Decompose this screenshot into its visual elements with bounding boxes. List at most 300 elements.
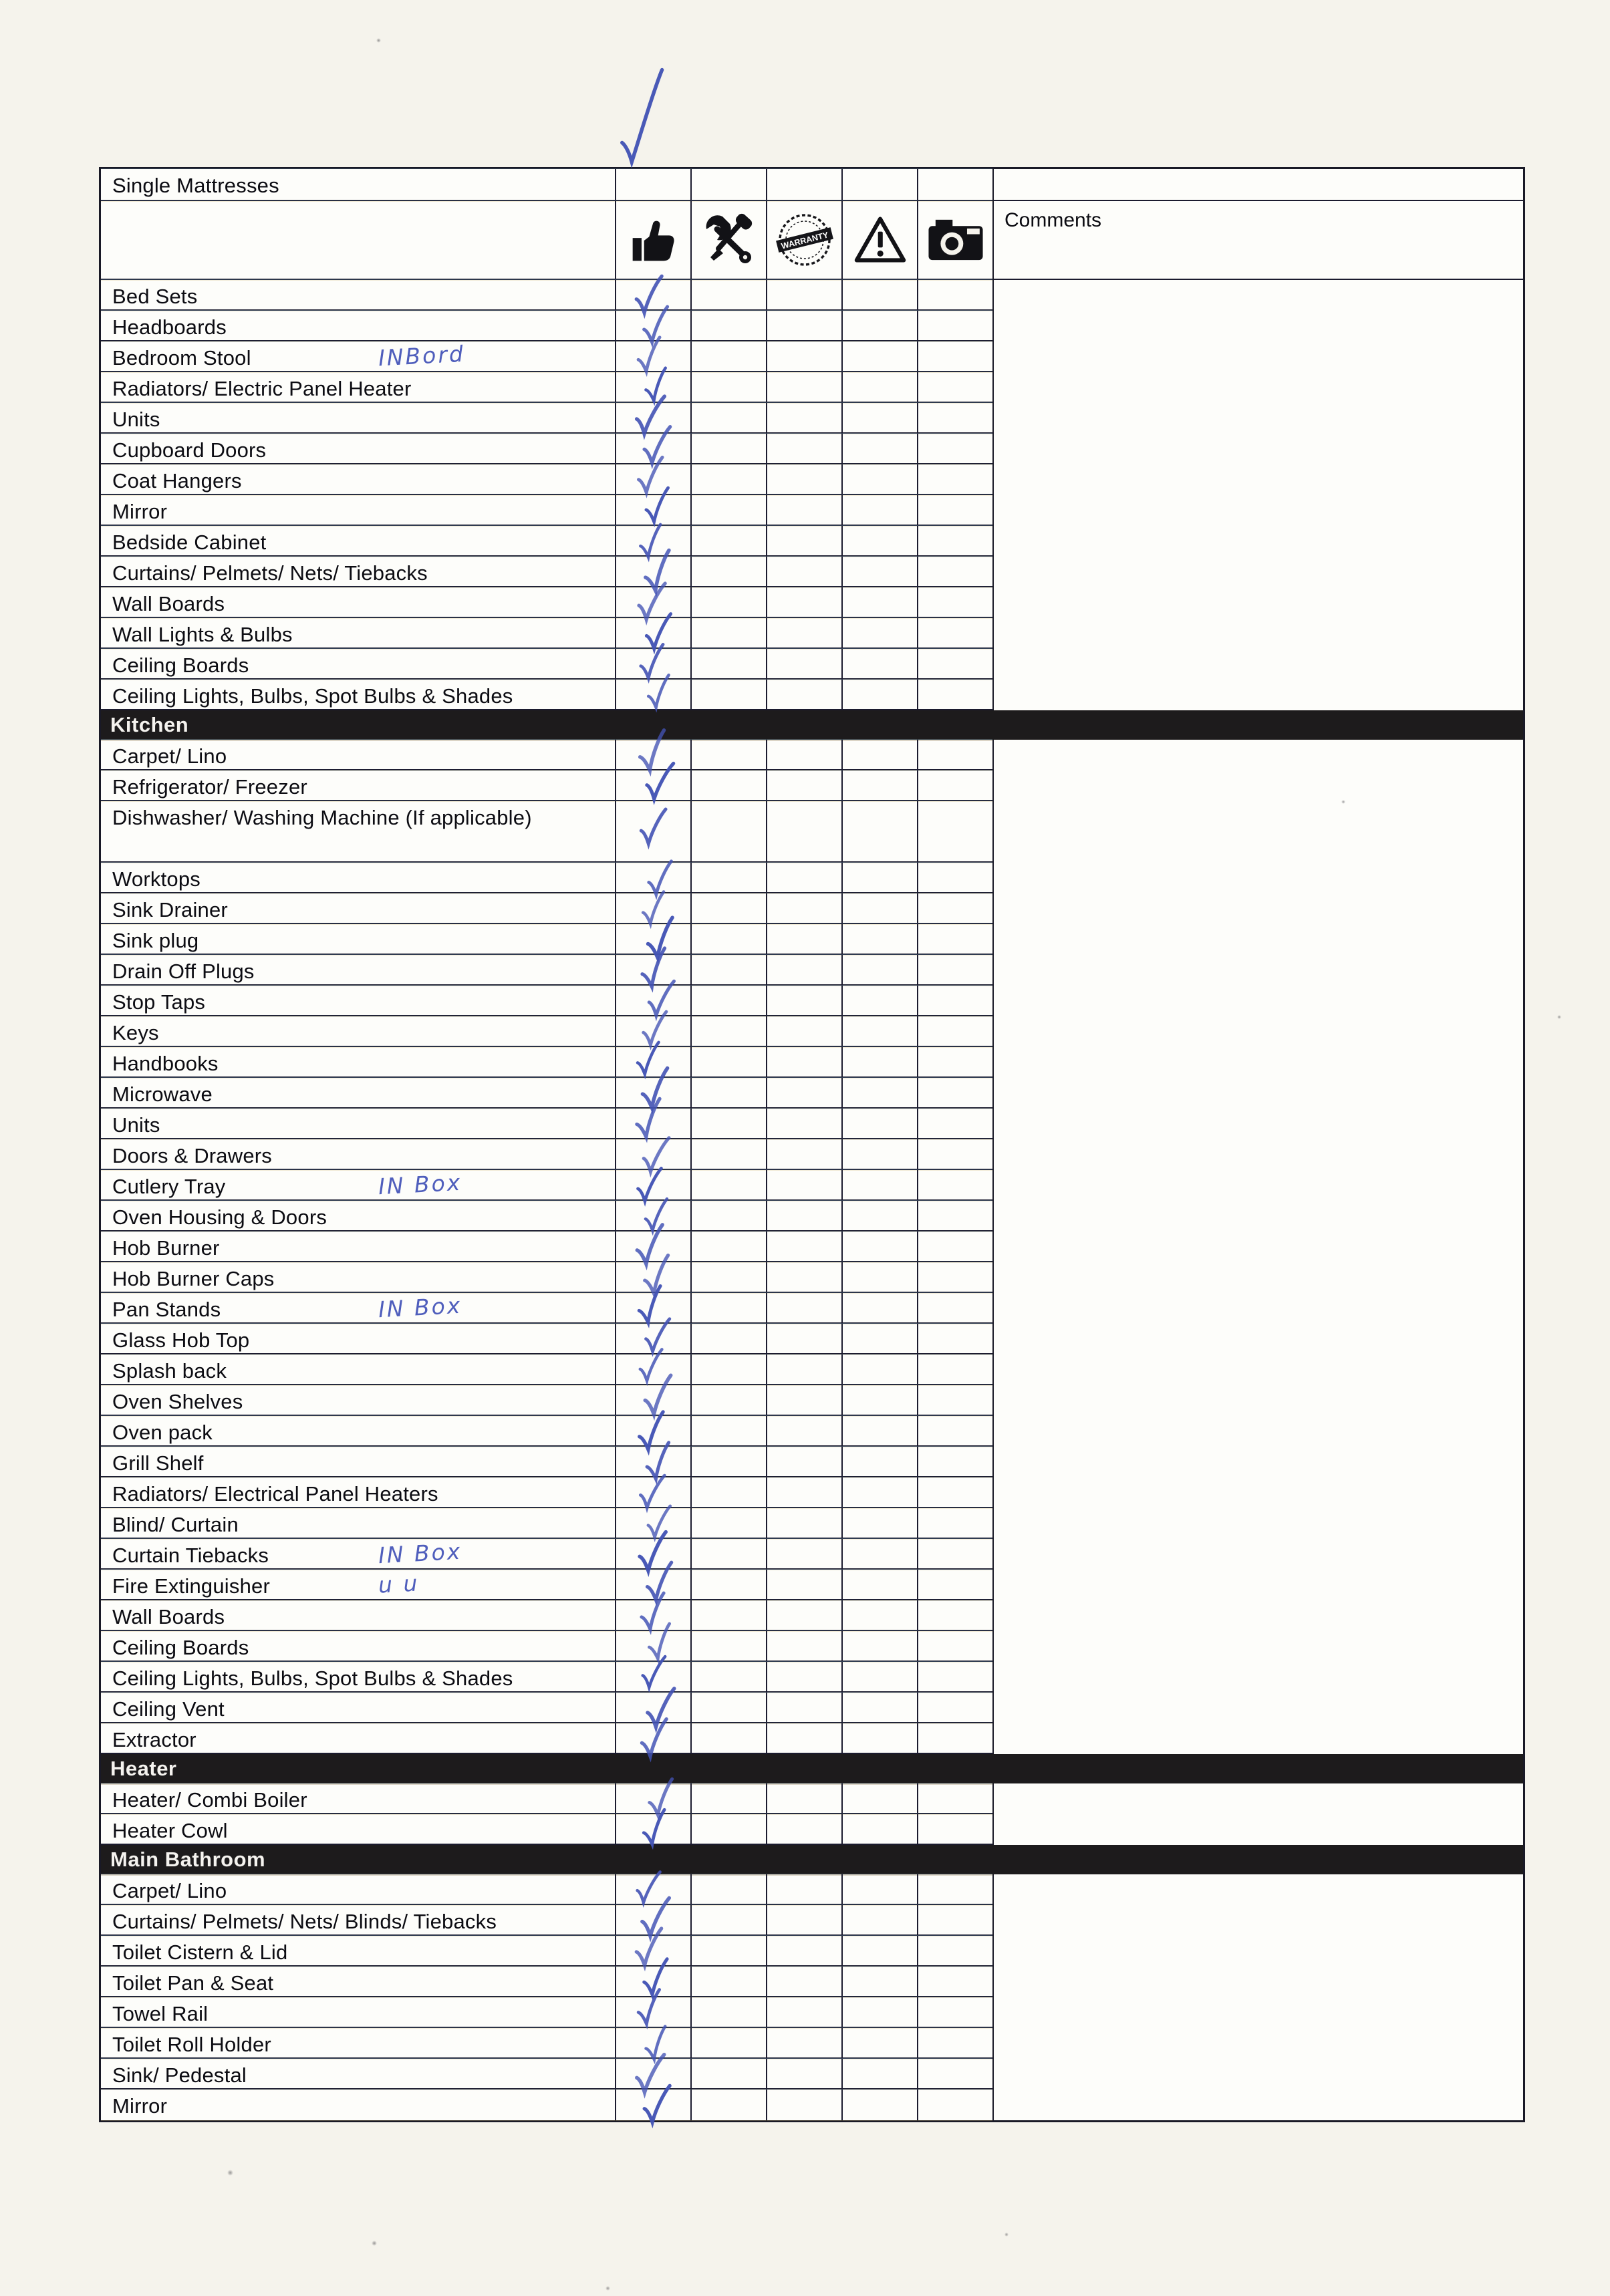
mark-cell-tools-icon bbox=[690, 1539, 766, 1568]
checklist-row bbox=[101, 680, 992, 710]
mark-cell-warning-triangle-icon bbox=[841, 1201, 917, 1230]
item-label: Headboards bbox=[112, 315, 227, 339]
mark-cell-warning-triangle-icon bbox=[841, 372, 917, 402]
mark-cell-thumbs-up-icon bbox=[615, 1447, 690, 1476]
mark-cell-camera-icon bbox=[917, 1905, 992, 1934]
mark-cell-warranty-stamp-icon bbox=[766, 1570, 841, 1599]
item-label: Mirror bbox=[112, 500, 168, 523]
mark-cell-warranty-stamp-icon bbox=[766, 1600, 841, 1630]
section-body bbox=[101, 1783, 1523, 1845]
checklist-row bbox=[101, 955, 992, 986]
mark-cell-camera-icon bbox=[917, 1170, 992, 1199]
mark-cell-thumbs-up-icon bbox=[615, 1170, 690, 1199]
checklist-row bbox=[101, 311, 992, 341]
check-ink-svg bbox=[644, 673, 672, 711]
item-label-cell bbox=[101, 372, 615, 402]
warranty-stamp-icon bbox=[776, 211, 833, 269]
mark-cell-warranty-stamp-icon bbox=[766, 1967, 841, 1996]
mark-cell-warranty-stamp-icon bbox=[766, 1539, 841, 1568]
mark-cell-warning-triangle-icon bbox=[841, 1662, 917, 1691]
mark-cell-tools-icon bbox=[690, 1814, 766, 1844]
item-label-cell bbox=[101, 1016, 615, 1046]
mark-cell-tools-icon bbox=[690, 1262, 766, 1292]
warning-triangle-icon-cell bbox=[841, 201, 917, 279]
section-bar-label: Heater bbox=[110, 1757, 177, 1780]
item-label: Doors & Drawers bbox=[112, 1144, 272, 1167]
checklist-row bbox=[101, 801, 992, 863]
checklist-sheet bbox=[99, 167, 1525, 2122]
mark-cell-camera-icon bbox=[917, 280, 992, 309]
checklist-row bbox=[101, 169, 992, 201]
mark-cell-warranty-stamp-icon bbox=[766, 2090, 841, 2120]
mark-cell-warning-triangle-icon bbox=[841, 2059, 917, 2088]
comments-column bbox=[992, 1783, 1523, 1845]
mark-cell-warranty-stamp-icon bbox=[766, 955, 841, 984]
mark-cell-camera-icon bbox=[917, 1139, 992, 1169]
mark-cell-thumbs-up-icon bbox=[615, 1477, 690, 1507]
check-ink-svg bbox=[641, 759, 676, 805]
handwritten-note: IN Box bbox=[378, 1169, 463, 1200]
handwritten-note: IN Box bbox=[378, 1538, 463, 1569]
mark-cell-warranty-stamp-icon bbox=[766, 1905, 841, 1934]
item-label: Microwave bbox=[112, 1083, 213, 1106]
mark-cell-camera-icon bbox=[917, 986, 992, 1015]
mark-cell-thumbs-up-icon bbox=[615, 801, 690, 861]
mark-cell-warning-triangle-icon bbox=[841, 557, 917, 586]
mark-cell-warranty-stamp-icon bbox=[766, 557, 841, 586]
item-label-cell bbox=[101, 1416, 615, 1445]
mark-cell-camera-icon bbox=[917, 649, 992, 678]
mark-cell-warranty-stamp-icon bbox=[766, 311, 841, 340]
mark-cell-warning-triangle-icon bbox=[841, 1477, 917, 1507]
item-label-cell bbox=[101, 1662, 615, 1691]
mark-cell-tools-icon bbox=[690, 1508, 766, 1538]
checklist-row bbox=[101, 770, 992, 801]
checklist-row bbox=[101, 1600, 992, 1631]
thumbs-up-icon-cell bbox=[615, 201, 690, 279]
mark-cell-tools-icon bbox=[690, 1631, 766, 1661]
comments-header-label: Comments bbox=[1004, 209, 1102, 231]
mark-cell-tools-icon bbox=[690, 1783, 766, 1813]
mark-cell-tools-icon bbox=[690, 955, 766, 984]
item-label: Heater Cowl bbox=[112, 1819, 228, 1842]
section bbox=[101, 710, 1523, 1754]
item-label: Hob Burner Caps bbox=[112, 1267, 275, 1290]
item-label-cell bbox=[101, 1078, 615, 1107]
section-bar-label: Main Bathroom bbox=[110, 1848, 266, 1871]
mark-cell-tools-icon bbox=[690, 1416, 766, 1445]
mark-cell-warranty-stamp-icon bbox=[766, 1814, 841, 1844]
mark-cell-warranty-stamp-icon bbox=[766, 1262, 841, 1292]
item-label: Curtain Tiebacks bbox=[112, 1544, 269, 1567]
mark-cell-camera-icon bbox=[917, 1570, 992, 1599]
item-label: Oven pack bbox=[112, 1421, 213, 1444]
checklist-row bbox=[101, 1078, 992, 1109]
mark-cell-warranty-stamp-icon bbox=[766, 280, 841, 309]
checklist-row bbox=[101, 2028, 992, 2059]
mark-cell-tools-icon bbox=[690, 1997, 766, 2027]
item-label: Blind/ Curtain bbox=[112, 1513, 239, 1536]
checklist-row bbox=[101, 1997, 992, 2028]
item-label: Fire Extinguisher bbox=[112, 1574, 270, 1598]
item-label-cell bbox=[101, 341, 615, 371]
mark-cell-warning-triangle-icon bbox=[841, 955, 917, 984]
item-label-cell bbox=[101, 740, 615, 769]
mark-cell-warranty-stamp-icon bbox=[766, 1416, 841, 1445]
item-label-cell bbox=[101, 955, 615, 984]
mark-cell-camera-icon bbox=[917, 403, 992, 432]
mark-cell-warning-triangle-icon bbox=[841, 1631, 917, 1661]
item-label-cell bbox=[101, 2059, 615, 2088]
mark-cell-warning-triangle-icon bbox=[841, 1016, 917, 1046]
checklist-row bbox=[101, 2059, 992, 2090]
item-label-cell bbox=[101, 403, 615, 432]
item-label-cell bbox=[101, 495, 615, 525]
mark-cell-tools-icon bbox=[690, 2028, 766, 2057]
mark-cell-warranty-stamp-icon bbox=[766, 2059, 841, 2088]
mark-cell-warning-triangle-icon bbox=[841, 2028, 917, 2057]
item-label: Drain Off Plugs bbox=[112, 960, 255, 983]
mark-cell-warranty-stamp-icon bbox=[766, 1874, 841, 1904]
mark-cell-warning-triangle-icon bbox=[841, 526, 917, 555]
mark-cell-warranty-stamp-icon bbox=[766, 1631, 841, 1661]
checklist-row bbox=[101, 1874, 992, 1905]
checklist-row bbox=[101, 1905, 992, 1936]
mark-cell-tools-icon bbox=[690, 770, 766, 800]
mark-cell-tools-icon bbox=[690, 1385, 766, 1415]
mark-cell-warranty-stamp-icon bbox=[766, 403, 841, 432]
comments-merged-cell bbox=[994, 1783, 1523, 1845]
mark-cell-thumbs-up-icon bbox=[615, 1139, 690, 1169]
item-label: Curtains/ Pelmets/ Nets/ Blinds/ Tiebacks bbox=[112, 1910, 497, 1933]
mark-cell-camera-icon bbox=[917, 1631, 992, 1661]
mark-cell-tools-icon bbox=[690, 1047, 766, 1077]
mark-cell-warning-triangle-icon bbox=[841, 1967, 917, 1996]
item-label: Heater/ Combi Boiler bbox=[112, 1788, 307, 1812]
mark-cell-tools-icon bbox=[690, 863, 766, 892]
mark-cell-thumbs-up-icon bbox=[615, 1109, 690, 1138]
checklist-row bbox=[101, 1631, 992, 1662]
comments-header-cell bbox=[994, 201, 1523, 280]
mark-cell-tools-icon bbox=[690, 557, 766, 586]
item-label-cell bbox=[101, 1783, 615, 1813]
mark-cell-warranty-stamp-icon bbox=[766, 1723, 841, 1753]
mark-cell-thumbs-up-icon bbox=[615, 1814, 690, 1844]
mark-cell-warning-triangle-icon bbox=[841, 1723, 917, 1753]
item-label: Bed Sets bbox=[112, 285, 198, 308]
mark-cell-tools-icon bbox=[690, 680, 766, 709]
mark-cell-thumbs-up-icon bbox=[615, 2090, 690, 2120]
warning-triangle-icon bbox=[853, 214, 908, 265]
mark-cell-tools-icon bbox=[690, 1139, 766, 1169]
item-label-cell bbox=[101, 1109, 615, 1138]
mark-cell-camera-icon bbox=[917, 311, 992, 340]
mark-cell-camera-icon bbox=[917, 955, 992, 984]
checklist-row bbox=[101, 1416, 992, 1447]
check-ink-svg bbox=[638, 1717, 668, 1760]
checklist-row bbox=[101, 1354, 992, 1385]
item-label: Ceiling Vent bbox=[112, 1697, 225, 1721]
item-label-cell bbox=[101, 587, 615, 617]
mark-cell-tools-icon bbox=[690, 1016, 766, 1046]
mark-cell-tools-icon bbox=[690, 1078, 766, 1107]
mark-cell-warranty-stamp-icon bbox=[766, 618, 841, 648]
checklist-row bbox=[101, 1201, 992, 1232]
item-label-cell bbox=[101, 201, 615, 279]
scan-speck bbox=[1557, 1015, 1561, 1019]
mark-cell-warranty-stamp-icon bbox=[766, 649, 841, 678]
handwritten-note: u u bbox=[378, 1570, 420, 1598]
item-label-cell bbox=[101, 280, 615, 309]
check-ink-svg bbox=[636, 806, 668, 849]
mark-cell-tools-icon bbox=[690, 526, 766, 555]
mark-cell-camera-icon bbox=[917, 1416, 992, 1445]
item-label-cell bbox=[101, 1967, 615, 1996]
checklist-row bbox=[101, 1385, 992, 1416]
item-label-cell bbox=[101, 2090, 615, 2120]
rows-column bbox=[101, 1874, 992, 2120]
mark-cell-warning-triangle-icon bbox=[841, 280, 917, 309]
item-label-cell bbox=[101, 649, 615, 678]
mark-cell-camera-icon bbox=[917, 526, 992, 555]
rows-column bbox=[101, 1783, 992, 1845]
item-label: Worktops bbox=[112, 867, 200, 891]
mark-cell-tools-icon bbox=[690, 1936, 766, 1965]
mark-cell-tools-icon bbox=[690, 2090, 766, 2120]
item-label-cell bbox=[101, 434, 615, 463]
mark-cell-camera-icon bbox=[917, 557, 992, 586]
item-label: Toilet Roll Holder bbox=[112, 2033, 271, 2056]
mark-cell-camera-icon bbox=[917, 1109, 992, 1138]
checklist-row bbox=[101, 1477, 992, 1508]
mark-cell-warning-triangle-icon bbox=[841, 495, 917, 525]
mark-cell-warranty-stamp-icon bbox=[766, 1139, 841, 1169]
mark-cell-thumbs-up-icon bbox=[615, 680, 690, 709]
mark-cell-camera-icon bbox=[917, 770, 992, 800]
item-label: Sink Drainer bbox=[112, 898, 228, 921]
mark-cell-warning-triangle-icon bbox=[841, 1078, 917, 1107]
mark-cell-camera-icon bbox=[917, 1723, 992, 1753]
scan-speck bbox=[372, 2241, 377, 2246]
item-label: Wall Boards bbox=[112, 592, 225, 615]
mark-cell-tools-icon bbox=[690, 169, 766, 200]
mark-cell-camera-icon bbox=[917, 1967, 992, 1996]
mark-cell-warranty-stamp-icon bbox=[766, 169, 841, 200]
mark-cell-warranty-stamp-icon bbox=[766, 924, 841, 954]
mark-cell-tools-icon bbox=[690, 1232, 766, 1261]
item-label-cell bbox=[101, 1539, 615, 1568]
mark-cell-warning-triangle-icon bbox=[841, 1232, 917, 1261]
mark-cell-warranty-stamp-icon bbox=[766, 1385, 841, 1415]
item-label: Ceiling Lights, Bulbs, Spot Bulbs & Shades bbox=[112, 1667, 513, 1690]
checklist-row bbox=[101, 495, 992, 526]
scan-speck bbox=[1341, 800, 1345, 804]
mark-cell-camera-icon bbox=[917, 680, 992, 709]
item-label: Radiators/ Electrical Panel Heaters bbox=[112, 1482, 438, 1505]
mark-cell-camera-icon bbox=[917, 1385, 992, 1415]
mark-cell-warning-triangle-icon bbox=[841, 341, 917, 371]
camera-icon bbox=[926, 218, 985, 262]
mark-cell-warranty-stamp-icon bbox=[766, 1293, 841, 1322]
comments-empty-cell bbox=[994, 169, 1523, 201]
item-label: Grill Shelf bbox=[112, 1451, 204, 1475]
mark-cell-warning-triangle-icon bbox=[841, 1600, 917, 1630]
item-label: Hob Burner bbox=[112, 1236, 220, 1260]
mark-cell-warning-triangle-icon bbox=[841, 924, 917, 954]
checklist-row bbox=[101, 1662, 992, 1693]
mark-cell-thumbs-up-icon bbox=[615, 169, 690, 200]
item-label: Bedside Cabinet bbox=[112, 531, 267, 554]
item-label: Ceiling Boards bbox=[112, 654, 249, 677]
mark-cell-tools-icon bbox=[690, 1324, 766, 1353]
mark-cell-camera-icon bbox=[917, 1477, 992, 1507]
item-label-cell bbox=[101, 1447, 615, 1476]
comments-merged-cell bbox=[994, 1874, 1523, 2120]
checklist-row bbox=[101, 740, 992, 770]
mark-cell-warranty-stamp-icon bbox=[766, 1354, 841, 1384]
item-label: Cupboard Doors bbox=[112, 438, 267, 462]
mark-cell-camera-icon bbox=[917, 372, 992, 402]
mark-cell-camera-icon bbox=[917, 2028, 992, 2057]
mark-cell-warning-triangle-icon bbox=[841, 1814, 917, 1844]
item-label: Wall Boards bbox=[112, 1605, 225, 1628]
item-label: Ceiling Boards bbox=[112, 1636, 249, 1659]
mark-cell-camera-icon bbox=[917, 801, 992, 861]
checklist-row bbox=[101, 587, 992, 618]
section-bar bbox=[101, 710, 1523, 740]
checklist-row bbox=[101, 1232, 992, 1262]
checklist-row bbox=[101, 1170, 992, 1201]
mark-cell-camera-icon bbox=[917, 1600, 992, 1630]
mark-cell-camera-icon bbox=[917, 464, 992, 494]
mark-cell-tools-icon bbox=[690, 740, 766, 769]
mark-cell-warning-triangle-icon bbox=[841, 1293, 917, 1322]
mark-cell-warning-triangle-icon bbox=[841, 1874, 917, 1904]
mark-cell-warning-triangle-icon bbox=[841, 1447, 917, 1476]
mark-cell-warranty-stamp-icon bbox=[766, 1783, 841, 1813]
item-label: Radiators/ Electric Panel Heater bbox=[112, 377, 412, 400]
item-label: Mirror bbox=[112, 2094, 168, 2118]
section bbox=[101, 1845, 1523, 2120]
item-label: Keys bbox=[112, 1021, 159, 1044]
comments-column bbox=[992, 169, 1523, 710]
comments-column bbox=[992, 1874, 1523, 2120]
mark-cell-camera-icon bbox=[917, 1783, 992, 1813]
mark-cell-camera-icon bbox=[917, 924, 992, 954]
mark-cell-camera-icon bbox=[917, 1997, 992, 2027]
mark-cell-warranty-stamp-icon bbox=[766, 1201, 841, 1230]
mark-cell-warranty-stamp-icon bbox=[766, 1477, 841, 1507]
mark-cell-camera-icon bbox=[917, 434, 992, 463]
mark-cell-warning-triangle-icon bbox=[841, 1783, 917, 1813]
mark-cell-warranty-stamp-icon bbox=[766, 495, 841, 525]
mark-cell-camera-icon bbox=[917, 1874, 992, 1904]
mark-cell-tools-icon bbox=[690, 495, 766, 525]
item-label: Toilet Pan & Seat bbox=[112, 1971, 274, 1995]
item-label: Single Mattresses bbox=[112, 174, 279, 197]
item-label-cell bbox=[101, 1936, 615, 1965]
item-label-cell bbox=[101, 1997, 615, 2027]
mark-cell-camera-icon bbox=[917, 1201, 992, 1230]
mark-cell-camera-icon bbox=[917, 1016, 992, 1046]
checklist-row bbox=[101, 649, 992, 680]
mark-cell-tools-icon bbox=[690, 1293, 766, 1322]
mark-cell-warranty-stamp-icon bbox=[766, 341, 841, 371]
mark-cell-warning-triangle-icon bbox=[841, 169, 917, 200]
mark-cell-warranty-stamp-icon bbox=[766, 1447, 841, 1476]
checklist-row bbox=[101, 618, 992, 649]
item-label-cell bbox=[101, 2028, 615, 2057]
item-label-cell bbox=[101, 1874, 615, 1904]
mark-cell-warning-triangle-icon bbox=[841, 649, 917, 678]
item-label-cell bbox=[101, 863, 615, 892]
section-bar-label: Kitchen bbox=[110, 713, 189, 736]
checklist-row bbox=[101, 372, 992, 403]
mark-cell-warning-triangle-icon bbox=[841, 863, 917, 892]
checkmark-ink bbox=[638, 1717, 668, 1760]
mark-cell-camera-icon bbox=[917, 341, 992, 371]
item-label-cell bbox=[101, 680, 615, 709]
mark-cell-warning-triangle-icon bbox=[841, 464, 917, 494]
rows-column bbox=[101, 740, 992, 1754]
mark-cell-tools-icon bbox=[690, 986, 766, 1015]
section-body bbox=[101, 1874, 1523, 2120]
mark-cell-warning-triangle-icon bbox=[841, 1324, 917, 1353]
mark-cell-warning-triangle-icon bbox=[841, 1354, 917, 1384]
mark-cell-camera-icon bbox=[917, 587, 992, 617]
mark-cell-thumbs-up-icon bbox=[615, 495, 690, 525]
mark-cell-warranty-stamp-icon bbox=[766, 740, 841, 769]
mark-cell-tools-icon bbox=[690, 1477, 766, 1507]
item-label-cell bbox=[101, 1631, 615, 1661]
mark-cell-warranty-stamp-icon bbox=[766, 770, 841, 800]
mark-cell-thumbs-up-icon bbox=[615, 863, 690, 892]
item-label: Coat Hangers bbox=[112, 469, 242, 492]
mark-cell-warranty-stamp-icon bbox=[766, 1693, 841, 1722]
mark-cell-warning-triangle-icon bbox=[841, 587, 917, 617]
checkmark-ink bbox=[638, 1808, 669, 1849]
item-label-cell bbox=[101, 557, 615, 586]
checklist-row bbox=[101, 526, 992, 557]
checkmark-ink bbox=[642, 486, 670, 526]
item-label: Cutlery Tray bbox=[112, 1175, 226, 1198]
checklist-row bbox=[101, 280, 992, 311]
mark-cell-camera-icon bbox=[917, 1293, 992, 1322]
mark-cell-warranty-stamp-icon bbox=[766, 1936, 841, 1965]
mark-cell-camera-icon bbox=[917, 618, 992, 648]
checklist-row bbox=[101, 1570, 992, 1600]
checklist-row bbox=[101, 1447, 992, 1477]
mark-cell-tools-icon bbox=[690, 1967, 766, 1996]
checklist-row bbox=[101, 434, 992, 464]
item-label-cell bbox=[101, 1232, 615, 1261]
item-label-cell bbox=[101, 1508, 615, 1538]
mark-cell-warranty-stamp-icon bbox=[766, 1170, 841, 1199]
rows-column bbox=[101, 169, 992, 710]
checklist-row bbox=[101, 557, 992, 587]
mark-cell-tools-icon bbox=[690, 801, 766, 861]
checkmark-ink bbox=[633, 1987, 663, 2028]
item-label: Sink plug bbox=[112, 929, 199, 952]
section-body bbox=[101, 740, 1523, 1754]
checkmark-ink bbox=[616, 63, 668, 166]
item-label-cell bbox=[101, 1262, 615, 1292]
mark-cell-warning-triangle-icon bbox=[841, 740, 917, 769]
comments-column bbox=[992, 740, 1523, 1754]
mark-cell-warning-triangle-icon bbox=[841, 1997, 917, 2027]
mark-cell-tools-icon bbox=[690, 1693, 766, 1722]
mark-cell-tools-icon bbox=[690, 1905, 766, 1934]
